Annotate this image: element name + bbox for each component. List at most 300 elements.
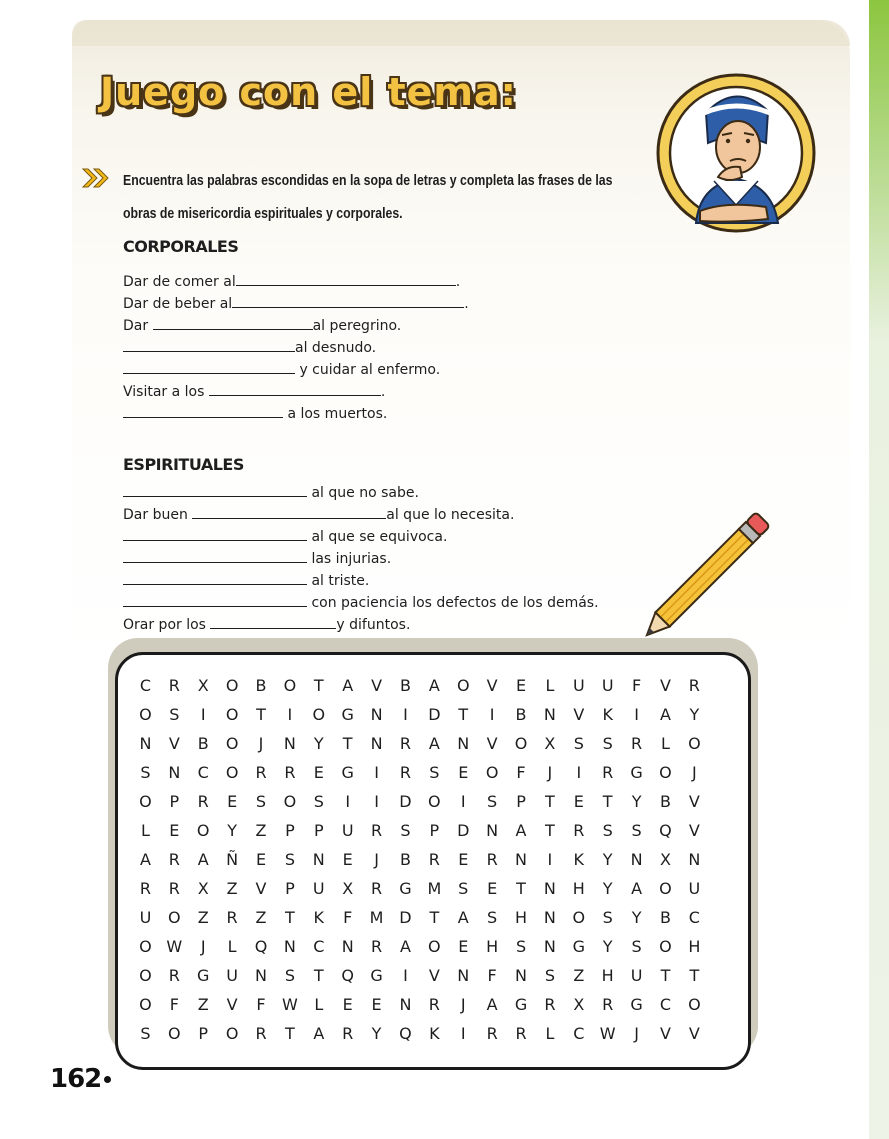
answer-blank[interactable] xyxy=(209,380,381,396)
word-search-letter[interactable]: V xyxy=(428,966,440,985)
word-search-letter[interactable]: W xyxy=(599,1024,616,1043)
word-search-letter[interactable]: A xyxy=(515,821,527,840)
word-search-letter[interactable]: Y xyxy=(602,937,613,956)
word-search-letter[interactable]: R xyxy=(168,676,180,695)
word-search-letter[interactable]: L xyxy=(314,995,324,1014)
word-search-letter[interactable]: P xyxy=(285,821,295,840)
word-search-letter[interactable]: I xyxy=(287,705,293,724)
word-search-letter[interactable]: F xyxy=(516,763,526,782)
word-search-letter[interactable]: S xyxy=(255,792,267,811)
word-search-letter[interactable]: R xyxy=(399,763,412,782)
word-search-letter[interactable]: V xyxy=(660,676,671,695)
word-search-letter[interactable]: N xyxy=(139,734,152,753)
word-search-row-end xyxy=(709,990,738,1019)
word-search-letter[interactable]: V xyxy=(371,676,383,695)
word-search-letter[interactable]: O xyxy=(139,792,152,811)
word-search-letter[interactable]: O xyxy=(485,763,499,782)
word-search-letter[interactable]: N xyxy=(312,850,325,869)
word-search-letter[interactable]: S xyxy=(631,937,642,956)
word-search-letter[interactable]: R xyxy=(515,1024,527,1043)
word-search-letter[interactable]: D xyxy=(457,821,470,840)
word-search-letter[interactable]: O xyxy=(428,937,441,956)
word-search-letter[interactable]: T xyxy=(285,1024,295,1043)
word-search-letter[interactable]: Z xyxy=(197,995,209,1014)
answer-blank[interactable] xyxy=(232,292,464,308)
word-search-letter[interactable]: T xyxy=(660,966,671,985)
word-search-row-end xyxy=(709,758,738,787)
word-search-letter[interactable]: R xyxy=(486,1024,498,1043)
word-search-letter[interactable]: O xyxy=(225,734,239,753)
word-search-letter[interactable]: L xyxy=(545,676,555,695)
word-search-letter[interactable]: N xyxy=(543,908,556,927)
word-search-letter[interactable]: R xyxy=(602,763,614,782)
word-search-letter[interactable]: A xyxy=(139,850,151,869)
word-search-letter[interactable]: T xyxy=(602,792,613,811)
word-search-letter[interactable]: R xyxy=(342,1024,354,1043)
word-search-letter[interactable]: V xyxy=(660,1024,671,1043)
word-search-letter[interactable]: R xyxy=(371,937,383,956)
word-search-letter[interactable]: N xyxy=(543,879,556,898)
word-search-letter[interactable]: E xyxy=(515,676,527,695)
word-search-letter[interactable]: Q xyxy=(254,937,268,956)
word-search-letter[interactable]: J xyxy=(692,763,697,782)
word-search-letter[interactable]: M xyxy=(427,879,442,898)
answer-blank[interactable] xyxy=(123,591,307,607)
word-search-letter[interactable]: C xyxy=(197,763,209,782)
word-search-letter[interactable]: A xyxy=(457,908,469,927)
word-search-letter[interactable]: V xyxy=(688,792,700,811)
word-search-letter[interactable]: N xyxy=(283,937,296,956)
word-search-letter[interactable]: N xyxy=(370,705,383,724)
word-search-letter[interactable]: S xyxy=(487,792,498,811)
word-search-letter[interactable]: E xyxy=(458,850,469,869)
word-search-letter[interactable]: Y xyxy=(313,734,324,753)
word-search-letter[interactable]: D xyxy=(399,908,412,927)
word-search-letter[interactable]: R xyxy=(399,734,412,753)
word-search-letter[interactable]: N xyxy=(688,850,701,869)
word-search-letter[interactable]: C xyxy=(313,937,325,956)
word-search-letter[interactable]: O xyxy=(196,821,210,840)
word-search-letter[interactable]: T xyxy=(313,966,324,985)
word-search-letter[interactable]: R xyxy=(371,821,383,840)
word-search-letter[interactable]: E xyxy=(371,995,382,1014)
word-search-letter[interactable]: U xyxy=(312,879,325,898)
word-search-letter[interactable]: N xyxy=(486,821,499,840)
word-search-letter[interactable]: I xyxy=(374,792,379,811)
word-search-letter[interactable]: X xyxy=(342,879,354,898)
word-search-letter[interactable]: L xyxy=(227,937,237,956)
word-search-letter[interactable]: Z xyxy=(255,908,267,927)
word-search-letter[interactable]: O xyxy=(225,1024,239,1043)
word-search-letter[interactable]: E xyxy=(227,792,238,811)
word-search-letter[interactable]: Z xyxy=(573,966,585,985)
word-search-letter[interactable]: E xyxy=(255,850,267,869)
corporales-line: y cuidar al enfermo. xyxy=(123,358,440,378)
word-search-letter[interactable]: O xyxy=(659,763,672,782)
word-search-letter[interactable]: P xyxy=(169,792,180,811)
word-search-letter[interactable]: J xyxy=(547,763,553,782)
word-search-letter[interactable]: M xyxy=(369,908,384,927)
word-search-letter[interactable]: K xyxy=(429,1024,440,1043)
word-search-letter[interactable]: F xyxy=(487,966,497,985)
word-search-letter[interactable]: R xyxy=(428,995,440,1014)
word-search-letter[interactable]: Ñ xyxy=(226,850,239,869)
word-search-letter[interactable]: B xyxy=(255,676,267,695)
word-search-letter[interactable]: Y xyxy=(371,1024,382,1043)
word-search-letter[interactable]: P xyxy=(285,879,295,898)
word-search-letter[interactable]: P xyxy=(429,821,440,840)
espirituales-heading: ESPIRITUALES xyxy=(123,455,244,474)
word-search-letter[interactable]: J xyxy=(200,937,206,956)
word-search-letter[interactable]: V xyxy=(688,821,700,840)
corporales-line: Visitar a los . xyxy=(123,380,385,400)
answer-blank[interactable] xyxy=(123,481,307,497)
word-search-letter[interactable]: O xyxy=(688,995,701,1014)
word-search-letter[interactable]: X xyxy=(197,879,209,898)
word-search-row-end xyxy=(709,787,738,816)
word-search-letter[interactable]: O xyxy=(168,1024,181,1043)
word-search-letter[interactable]: R xyxy=(688,676,700,695)
word-search-letter[interactable]: C xyxy=(139,676,152,695)
green-side-bar xyxy=(869,0,889,1139)
answer-blank[interactable] xyxy=(123,358,295,374)
word-search-letter[interactable]: D xyxy=(399,792,412,811)
word-search-letter[interactable]: B xyxy=(659,908,671,927)
espirituales-line: Dar buen al que lo necesita. xyxy=(123,503,514,523)
word-search-letter[interactable]: V xyxy=(486,734,498,753)
word-search-letter[interactable]: G xyxy=(341,763,354,782)
word-search-letter[interactable]: N xyxy=(457,966,470,985)
word-search-letter[interactable]: U xyxy=(688,879,701,898)
word-search-row-end xyxy=(709,671,738,700)
word-search-letter[interactable]: S xyxy=(429,763,440,782)
word-search-letter[interactable]: S xyxy=(169,705,180,724)
word-search-letter[interactable]: S xyxy=(400,821,411,840)
word-search-letter[interactable]: O xyxy=(456,676,470,695)
word-search-letter[interactable]: E xyxy=(573,792,584,811)
answer-blank[interactable] xyxy=(123,547,307,563)
word-search-letter[interactable]: N xyxy=(168,763,181,782)
word-search-letter[interactable]: Z xyxy=(197,908,209,927)
answer-blank[interactable] xyxy=(123,336,295,352)
word-search-letter[interactable]: T xyxy=(545,792,555,811)
word-search-letter[interactable]: I xyxy=(489,705,495,724)
word-search-letter[interactable]: R xyxy=(197,792,209,811)
word-search-letter[interactable]: I xyxy=(403,705,408,724)
word-search-row-end xyxy=(709,874,738,903)
word-search-row-end xyxy=(709,961,738,990)
word-search-letter[interactable]: X xyxy=(573,995,585,1014)
word-search-letter[interactable]: N xyxy=(515,966,527,985)
word-search-letter[interactable]: N xyxy=(630,850,643,869)
word-search-letter[interactable]: U xyxy=(341,821,354,840)
word-search-letter[interactable]: N xyxy=(543,705,556,724)
word-search-letter[interactable]: R xyxy=(255,763,267,782)
word-search-letter[interactable]: K xyxy=(602,705,613,724)
word-search-letter[interactable]: O xyxy=(225,763,239,782)
word-search-letter[interactable]: A xyxy=(342,676,354,695)
word-search-letter[interactable]: O xyxy=(659,879,672,898)
word-search-letter[interactable]: I xyxy=(345,792,351,811)
answer-blank[interactable] xyxy=(123,402,283,418)
word-search-letter[interactable]: B xyxy=(399,850,411,869)
espirituales-line: al que se equivoca. xyxy=(123,525,447,545)
word-search-letter[interactable]: I xyxy=(634,705,639,724)
double-chevron-icon xyxy=(81,167,111,189)
word-search-letter[interactable]: A xyxy=(399,937,411,956)
word-search-letter[interactable]: T xyxy=(545,821,555,840)
word-search-letter[interactable]: R xyxy=(631,734,643,753)
word-search-letter[interactable]: O xyxy=(312,705,326,724)
word-search-letter[interactable]: O xyxy=(283,792,297,811)
word-search-letter[interactable]: I xyxy=(374,763,379,782)
word-search-letter[interactable]: O xyxy=(572,908,586,927)
word-search-letter[interactable]: P xyxy=(516,792,526,811)
word-search-letter[interactable]: S xyxy=(573,734,584,753)
word-search-letter[interactable]: P xyxy=(313,821,324,840)
word-search-letter[interactable]: B xyxy=(197,734,209,753)
word-search-letter[interactable]: O xyxy=(659,937,672,956)
word-search-letter[interactable]: P xyxy=(198,1024,209,1043)
corporales-line: a los muertos. xyxy=(123,402,387,422)
word-search-letter[interactable]: N xyxy=(457,734,470,753)
word-search-letter[interactable]: O xyxy=(225,705,239,724)
word-search-letter[interactable]: S xyxy=(602,908,613,927)
word-search-letter[interactable]: Y xyxy=(689,705,700,724)
word-search-letter[interactable]: F xyxy=(343,908,353,927)
word-search-letter[interactable]: X xyxy=(659,850,671,869)
word-search-letter[interactable]: N xyxy=(399,995,412,1014)
word-search-letter[interactable]: T xyxy=(458,705,469,724)
word-search-letter[interactable]: B xyxy=(515,705,527,724)
word-search-letter[interactable]: N xyxy=(515,850,527,869)
word-search-letter[interactable]: T xyxy=(256,705,266,724)
word-search-letter[interactable]: Y xyxy=(227,821,237,840)
word-search-letter[interactable]: L xyxy=(140,821,150,840)
word-search-letter[interactable]: R xyxy=(226,908,238,927)
word-search-letter[interactable]: V xyxy=(486,676,498,695)
word-search-letter[interactable]: F xyxy=(256,995,266,1014)
word-search-letter[interactable]: I xyxy=(200,705,206,724)
word-search-letter[interactable]: I xyxy=(547,850,553,869)
word-search-letter[interactable]: Y xyxy=(631,792,642,811)
word-search-letter[interactable]: J xyxy=(258,734,264,753)
word-search-letter[interactable]: H xyxy=(572,879,585,898)
word-search-letter[interactable]: O xyxy=(225,676,239,695)
word-search-letter[interactable]: I xyxy=(403,966,408,985)
word-search-letter[interactable]: R xyxy=(168,966,180,985)
word-search-letter[interactable]: V xyxy=(226,995,238,1014)
word-search-letter[interactable]: S xyxy=(140,763,151,782)
word-search-letter[interactable]: R xyxy=(139,879,151,898)
word-search-letter[interactable]: C xyxy=(573,1024,585,1043)
word-search-letter[interactable]: W xyxy=(281,995,298,1014)
word-search-letter[interactable]: V xyxy=(573,705,585,724)
corporales-heading: CORPORALES xyxy=(123,237,239,256)
word-search-letter[interactable]: T xyxy=(342,734,353,753)
answer-blank[interactable] xyxy=(192,503,386,519)
answer-blank[interactable] xyxy=(153,314,313,330)
word-search-letter[interactable]: I xyxy=(460,792,466,811)
word-search-row-end xyxy=(709,1019,738,1048)
word-search-letter[interactable]: O xyxy=(428,792,441,811)
word-search-letter[interactable]: G xyxy=(197,966,210,985)
word-search-letter[interactable]: S xyxy=(140,1024,151,1043)
word-search-letter[interactable]: S xyxy=(544,966,555,985)
word-search-letter[interactable]: A xyxy=(660,705,671,724)
word-search-letter[interactable]: E xyxy=(342,995,353,1014)
word-search-letter[interactable]: G xyxy=(399,879,412,898)
word-search-letter[interactable]: Q xyxy=(659,821,672,840)
word-search-letter[interactable]: E xyxy=(458,763,469,782)
word-search-letter[interactable]: K xyxy=(313,908,325,927)
word-search-letter[interactable]: Q xyxy=(399,1024,412,1043)
word-search-letter[interactable]: G xyxy=(341,705,354,724)
word-search-letter[interactable]: O xyxy=(139,937,152,956)
word-search-letter[interactable]: X xyxy=(197,676,209,695)
word-search-letter[interactable]: O xyxy=(139,705,152,724)
word-search-letter[interactable]: O xyxy=(139,995,152,1014)
word-search-letter[interactable]: S xyxy=(487,908,498,927)
word-search-letter[interactable]: R xyxy=(486,850,498,869)
word-search-letter[interactable]: S xyxy=(284,850,295,869)
word-search-letter[interactable]: F xyxy=(631,676,642,695)
word-search-letter[interactable]: G xyxy=(514,995,528,1014)
word-search-letter[interactable]: C xyxy=(659,995,672,1014)
word-search-letter[interactable]: G xyxy=(370,966,383,985)
word-search-letter[interactable]: D xyxy=(428,705,441,724)
answer-blank[interactable] xyxy=(210,613,336,629)
word-search-letter[interactable]: N xyxy=(283,734,296,753)
corporales-line: Dar de beber al . xyxy=(123,292,469,312)
word-search-letter[interactable]: G xyxy=(630,763,643,782)
answer-blank[interactable] xyxy=(123,525,307,541)
espirituales-line: las injurias. xyxy=(123,547,391,567)
word-search-letter[interactable]: N xyxy=(543,937,556,956)
word-search-letter[interactable]: R xyxy=(573,821,585,840)
corporales-line: Dar al peregrino. xyxy=(123,314,401,334)
word-search-letter[interactable]: O xyxy=(514,734,528,753)
word-search-letter[interactable]: N xyxy=(341,937,354,956)
word-search-letter[interactable]: U xyxy=(630,966,643,985)
word-search-letter[interactable]: N xyxy=(370,734,383,753)
word-search-letter[interactable]: S xyxy=(602,821,613,840)
word-search-letter[interactable]: A xyxy=(486,995,498,1014)
word-search-letter[interactable]: T xyxy=(313,676,324,695)
word-search-letter[interactable]: O xyxy=(139,966,152,985)
word-search-letter[interactable]: B xyxy=(399,676,411,695)
word-search-letter[interactable]: R xyxy=(284,763,296,782)
word-search-row-end xyxy=(709,903,738,932)
instructions-text: Encuentra las palabras escondidas en la sopa de letras y completa las frases de las obras de misericordia espirituales y corporales. xyxy=(123,172,613,222)
word-search-letter[interactable]: G xyxy=(572,937,585,956)
word-search-letter[interactable]: V xyxy=(255,879,267,898)
word-search-letter[interactable]: U xyxy=(139,908,152,927)
word-search-letter[interactable]: R xyxy=(255,1024,267,1043)
word-search-letter[interactable]: S xyxy=(458,879,469,898)
word-search-letter[interactable]: T xyxy=(689,966,700,985)
word-search-letter[interactable]: A xyxy=(197,850,209,869)
word-search-letter[interactable]: E xyxy=(169,821,180,840)
word-search-letter[interactable]: E xyxy=(342,850,353,869)
word-search-letter[interactable]: W xyxy=(166,937,183,956)
word-search-letter[interactable]: R xyxy=(371,879,383,898)
word-search-letter[interactable]: X xyxy=(544,734,556,753)
word-search-letter[interactable]: O xyxy=(168,908,181,927)
word-search-letter[interactable]: F xyxy=(169,995,179,1014)
word-search-letter[interactable]: S xyxy=(515,937,527,956)
word-search-letter[interactable]: T xyxy=(285,908,295,927)
word-search-letter[interactable]: T xyxy=(429,908,440,927)
word-search-letter[interactable]: O xyxy=(283,676,297,695)
word-search-letter[interactable]: H xyxy=(601,966,614,985)
espirituales-line: al que no sabe. xyxy=(123,481,419,501)
character-medallion-image xyxy=(656,73,816,233)
word-search-letter[interactable]: E xyxy=(313,763,324,782)
word-search-letter[interactable]: T xyxy=(516,879,526,898)
page-dot-icon xyxy=(104,1076,111,1083)
word-search-letter[interactable]: N xyxy=(255,966,267,985)
word-search-letter[interactable]: A xyxy=(428,676,440,695)
answer-blank[interactable] xyxy=(236,270,456,286)
word-search-letter[interactable]: J xyxy=(374,850,379,869)
word-search-letter[interactable]: Z xyxy=(226,879,238,898)
word-search-letter[interactable]: J xyxy=(460,995,466,1014)
word-search-letter[interactable]: E xyxy=(487,879,498,898)
word-search-letter[interactable]: J xyxy=(634,1024,639,1043)
word-search-letter[interactable]: Z xyxy=(255,821,267,840)
word-search-letter[interactable]: G xyxy=(630,995,643,1014)
word-search-letter[interactable]: L xyxy=(545,1024,555,1043)
word-search-letter[interactable]: I xyxy=(576,763,582,782)
word-search-letter[interactable]: U xyxy=(601,676,614,695)
word-search-letter[interactable]: R xyxy=(544,995,556,1014)
word-search-letter[interactable]: S xyxy=(313,792,324,811)
word-search-letter[interactable]: U xyxy=(572,676,585,695)
word-search-row-end xyxy=(709,932,738,961)
word-search-row-end xyxy=(709,845,738,874)
word-search-letter[interactable]: V xyxy=(688,1024,700,1043)
word-search-letter[interactable]: Y xyxy=(602,850,613,869)
word-search-letter[interactable]: A xyxy=(313,1024,325,1043)
word-search-letter[interactable]: A xyxy=(428,734,440,753)
word-search-letter[interactable]: S xyxy=(631,821,642,840)
word-search-letter[interactable]: K xyxy=(573,850,585,869)
word-search-letter[interactable]: B xyxy=(659,792,671,811)
word-search-letter[interactable]: O xyxy=(688,734,701,753)
word-search-letter[interactable]: Y xyxy=(631,908,642,927)
word-search-letter[interactable]: S xyxy=(602,734,613,753)
word-search-letter[interactable]: Q xyxy=(341,966,354,985)
word-search-letter[interactable]: R xyxy=(168,879,180,898)
word-search-letter[interactable]: R xyxy=(428,850,440,869)
word-search-letter[interactable]: R xyxy=(168,850,180,869)
word-search-letter[interactable]: S xyxy=(284,966,295,985)
word-search-letter[interactable]: L xyxy=(661,734,670,753)
word-search-letter[interactable]: H xyxy=(486,937,499,956)
word-search-letter[interactable]: I xyxy=(460,1024,466,1043)
word-search-letter[interactable]: U xyxy=(226,966,238,985)
word-search-letter[interactable]: H xyxy=(515,908,528,927)
word-search-letter[interactable]: C xyxy=(688,908,700,927)
word-search-letter[interactable]: Y xyxy=(602,879,613,898)
answer-blank[interactable] xyxy=(123,569,307,585)
word-search-letter[interactable]: R xyxy=(602,995,614,1014)
word-search-letter[interactable]: V xyxy=(168,734,180,753)
word-search-letter[interactable]: A xyxy=(631,879,643,898)
word-search-letter[interactable]: E xyxy=(458,937,469,956)
word-search-letter[interactable]: H xyxy=(688,937,701,956)
